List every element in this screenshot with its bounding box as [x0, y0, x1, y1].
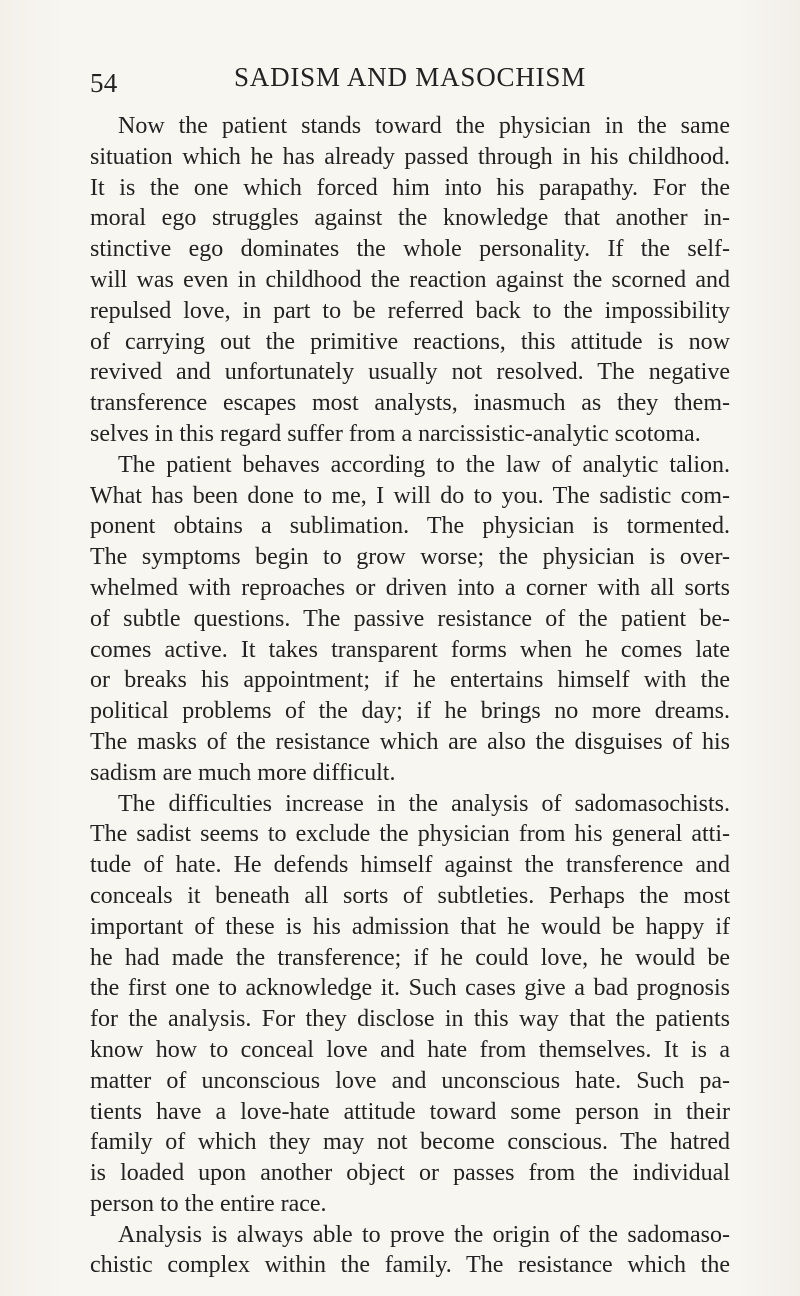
text-line: situation which he has already passed through in his childhood. [90, 143, 730, 170]
text-line: or breaks his appointment; if he entertains himself with the [90, 667, 730, 694]
text-line: transference escapes most analysts, inasmuch as they them- [90, 390, 730, 417]
text-line: Now the patient stands toward the physician in the same [118, 113, 730, 139]
text-line: the first one to acknowledge it. Such cases give a bad prognosis [90, 975, 730, 1002]
body-text [90, 111, 730, 1279]
text-line: Analysis is always able to prove the origin of the sadomaso- [118, 1221, 730, 1248]
text-line: of carrying out the primitive reactions, this attitude is now [90, 328, 730, 355]
text-line: The difficulties increase in the analysis of sadomasochists. [118, 790, 730, 817]
text-line: whelmed with reproaches or driven into a corner with all sorts [90, 574, 730, 601]
text-line: family of which they may not become conscious. The hatred [90, 1129, 730, 1156]
text-line: for the analysis. For they disclose in this way that the patients [90, 1006, 730, 1033]
text-line: What has been done to me, I will do to you. The sadistic com- [90, 482, 730, 509]
text-line: person to the entire race. [90, 1190, 327, 1217]
text-line: The masks of the resistance which are also the disguises of his [90, 728, 730, 755]
page-number: 54 [90, 68, 118, 98]
text-line: ponent obtains a sublimation. The physician is tormented. [90, 513, 730, 540]
text-line: matter of unconscious love and unconscious hate. Such pa- [90, 1067, 730, 1094]
text-line: revived and unfortunately usually not resolved. The negative [90, 359, 730, 386]
text-line: The patient behaves according to the law of analytic talion. [118, 451, 730, 478]
text-line: selves in this regard suffer from a narcissistic-analytic scotoma. [90, 420, 701, 447]
text-line: conceals it beneath all sorts of subtleties. Perhaps the most [90, 882, 730, 909]
text-line: tients have a love-hate attitude toward some person in their [90, 1098, 730, 1125]
text-line: sadism are much more difficult. [90, 759, 396, 786]
text-line: It is the one which forced him into his parapathy. For the [90, 174, 730, 201]
text-line: moral ego struggles against the knowledge that another in- [90, 205, 730, 232]
text-line: comes active. It takes transparent forms when he comes late [90, 636, 730, 663]
text-line: repulsed love, in part to be referred back to the impossibility [90, 297, 730, 324]
page-header [90, 62, 730, 102]
text-line: is loaded upon another object or passes from the individual [90, 1160, 730, 1187]
text-line: of subtle questions. The passive resistance of the patient be- [90, 605, 730, 632]
text-line: political problems of the day; if he brings no more dreams. [90, 698, 730, 725]
text-line: important of these is his admission that he would be happy if [90, 913, 730, 940]
text-line: tude of hate. He defends himself against the transference and [90, 852, 730, 879]
text-line: he had made the transference; if he could love, he would be [90, 944, 730, 971]
running-head: SADISM AND MASOCHISM [233, 62, 587, 92]
text-line: will was even in childhood the reaction against the scorned and [90, 266, 730, 293]
text-line: The sadist seems to exclude the physician from his general atti- [90, 821, 730, 848]
text-line: know how to conceal love and hate from themselves. It is a [90, 1036, 730, 1063]
text-line: The symptoms begin to grow worse; the physician is over- [90, 544, 730, 571]
text-line: stinctive ego dominates the whole personality. If the self- [90, 236, 730, 263]
text-line: chistic complex within the family. The resistance which the [90, 1252, 730, 1279]
